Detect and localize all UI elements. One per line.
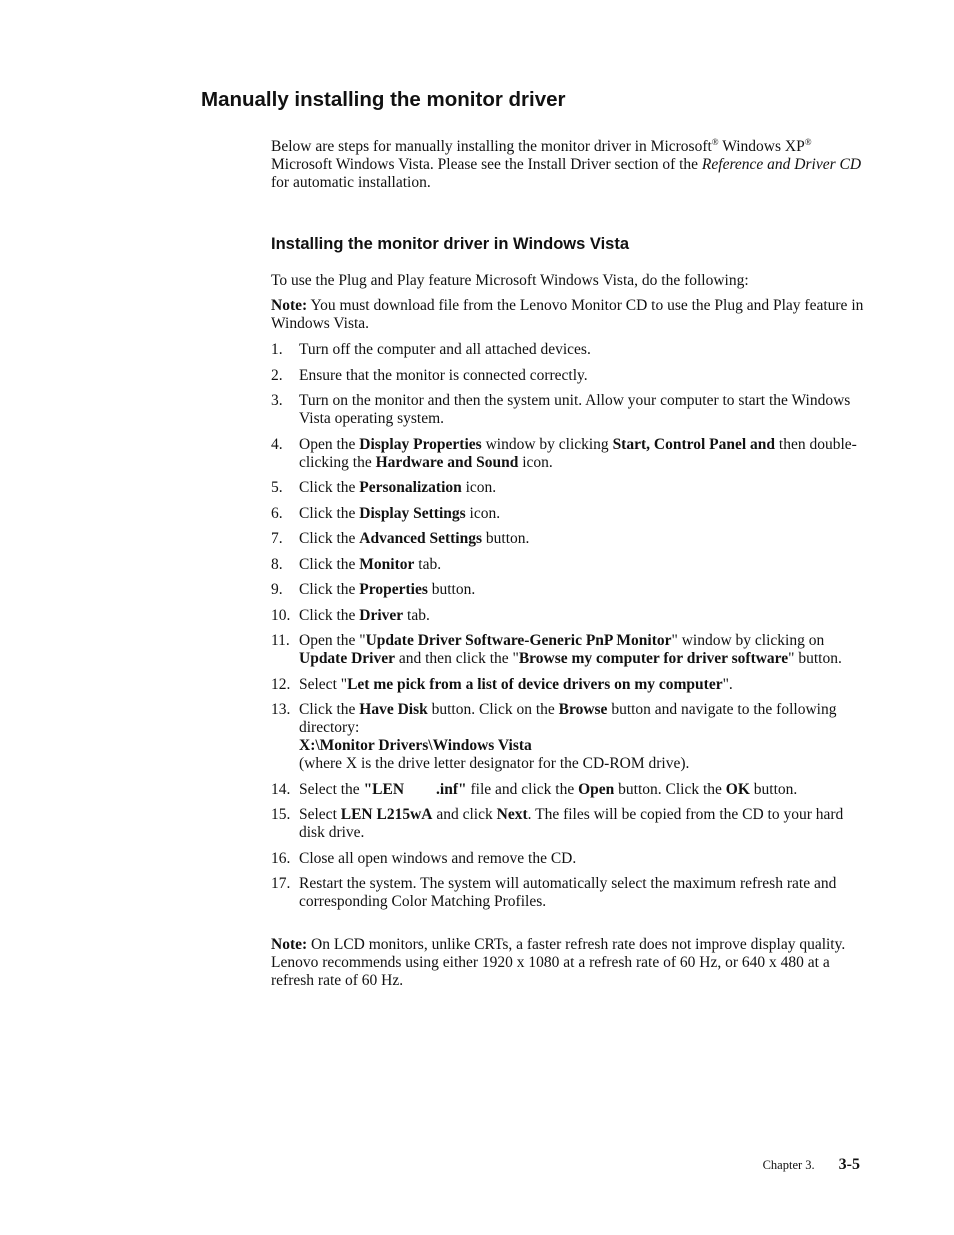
list-item: 5. Click the Personalization icon.: [271, 479, 497, 496]
list-item: 3. Turn on the monitor and then the system unit. Allow your computer to start the Windows Vista operating system.: [271, 392, 851, 427]
driver-directory-path: X:\Monitor Drivers\Windows Vista: [299, 737, 532, 754]
page-number: 3-5: [838, 1156, 860, 1173]
list-item: 8. Click the Monitor tab.: [271, 555, 442, 573]
list-item: 15. Select LEN L215wA and click Next. The files will be copied from the CD to your hard disk drive.: [271, 806, 844, 841]
page-title: Manually installing the monitor driver: [201, 88, 566, 111]
lead-paragraph: To use the Plug and Play feature Microsoft Windows Vista, do the following:: [271, 272, 749, 289]
page-footer: [763, 1156, 860, 1174]
chapter-label: Chapter 3.: [762, 1158, 815, 1172]
list-item: 7. Click the Advanced Settings button.: [271, 530, 530, 547]
reference-cd-title: Reference and Driver CD: [701, 156, 862, 173]
list-item: 11. Open the "Update Driver Software-Generic PnP Monitor" window by clicking on Update Driver and then click the "Browse my computer for driver software" button.: [271, 632, 842, 667]
list-item: 14. Select the "LEN .inf" file and click the Open button. Click the OK button.: [271, 780, 798, 798]
list-item: 6. Click the Display Settings icon.: [271, 504, 501, 522]
steps-list: [271, 341, 871, 919]
section-heading: Installing the monitor driver in Windows Vista: [271, 235, 630, 253]
list-item: 13. Click the Have Disk button. Click on the Browse button and navigate to the following directory: X:\Monitor Drivers\Windows Vista (where X is the drive letter designator for the CD-ROM drive).: [271, 701, 837, 772]
list-item: 1. Turn off the computer and all attached devices.: [271, 341, 591, 358]
list-item: 16. Close all open windows and remove the CD.: [271, 849, 577, 867]
list-item: 10. Click the Driver tab.: [271, 606, 430, 624]
list-item: 4. Open the Display Properties window by clicking Start, Control Panel and then double-clicking the Hardware and Sound icon.: [271, 435, 857, 471]
list-item: 9. Click the Properties button.: [271, 581, 476, 598]
list-item: 17. Restart the system. The system will automatically select the maximum refresh rate and corresponding Color Matching Profiles.: [271, 875, 837, 910]
list-item: 2. Ensure that the monitor is connected correctly.: [271, 366, 588, 384]
final-note-paragraph: Note: On LCD monitors, unlike CRTs, a faster refresh rate does not improve display quality. Lenovo recommends using either 1920 x 1080 at a refresh rate of 60 Hz, or 640 x 480 at a refresh rate of 60 Hz.: [271, 936, 846, 989]
note-paragraph: Note: You must download file from the Lenovo Monitor CD to use the Plug and Play feature in Windows Vista.: [271, 297, 864, 332]
intro-paragraph: Below are steps for manually installing the monitor driver in Microsoft® Windows XP® Microsoft Windows Vista. Please see the Install Driver section of the Reference and Driver CD for automatic installation.: [271, 136, 862, 191]
list-item: 12. Select "Let me pick from a list of device drivers on my computer".: [271, 675, 733, 693]
